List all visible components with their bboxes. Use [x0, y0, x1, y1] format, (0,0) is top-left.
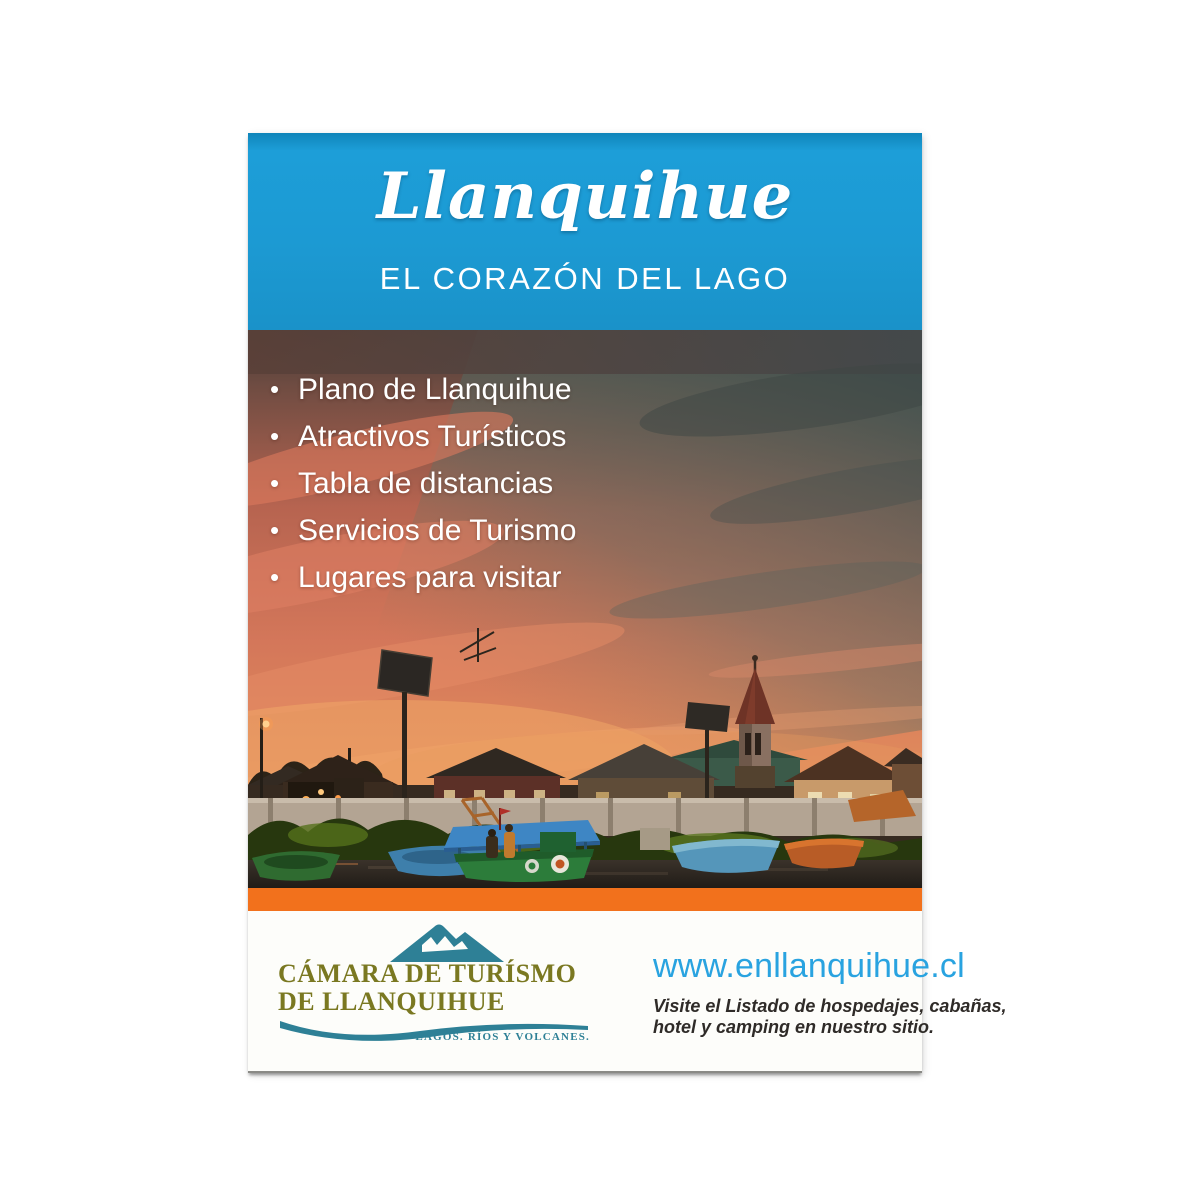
website-url: www.enllanquihue.cl: [653, 947, 965, 985]
list-item: [270, 554, 576, 601]
bullet-icon: •: [270, 421, 280, 451]
cover-photo: [248, 330, 922, 888]
footer: [248, 911, 1007, 1073]
logo-text-line2: DE LLANQUIHUE: [278, 987, 505, 1016]
bullet-icon: •: [270, 515, 280, 545]
bullet-icon: •: [270, 562, 280, 592]
list-item: [270, 366, 576, 413]
list-item: [270, 460, 576, 507]
website-note-line2: hotel y camping en nuestro sitio.: [653, 1017, 935, 1038]
list-item-label: Tabla de distancias: [298, 467, 554, 500]
chamber-logo: [278, 915, 594, 1065]
feature-list: [270, 366, 576, 601]
website-note: [653, 996, 1007, 1038]
brochure-subtitle: EL CORAZÓN DEL LAGO: [379, 261, 791, 296]
logo-text-line1: CÁMARA DE TURÍSMO: [278, 959, 577, 988]
website-block: [653, 947, 1007, 1038]
list-item-label: Servicios de Turismo: [298, 514, 577, 547]
brochure-cover: [248, 133, 1007, 1073]
website-note-line1: Visite el Listado de hospedajes, cabañas,: [653, 996, 1007, 1016]
volcano-icon: [386, 919, 508, 963]
list-item-label: Lugares para visitar: [298, 561, 562, 594]
brochure-title: Llanquihue: [376, 159, 794, 234]
accent-bar: [248, 888, 922, 911]
list-item-label: Atractivos Turísticos: [298, 420, 567, 453]
header-band: [248, 133, 922, 330]
bullet-icon: •: [270, 468, 280, 498]
list-item: [270, 413, 576, 460]
logo-tagline: LAGOS. RÍOS Y VOLCANES.: [415, 1031, 590, 1043]
list-item-label: Plano de Llanquihue: [298, 373, 572, 406]
bullet-icon: •: [270, 374, 280, 404]
list-item: [270, 507, 576, 554]
